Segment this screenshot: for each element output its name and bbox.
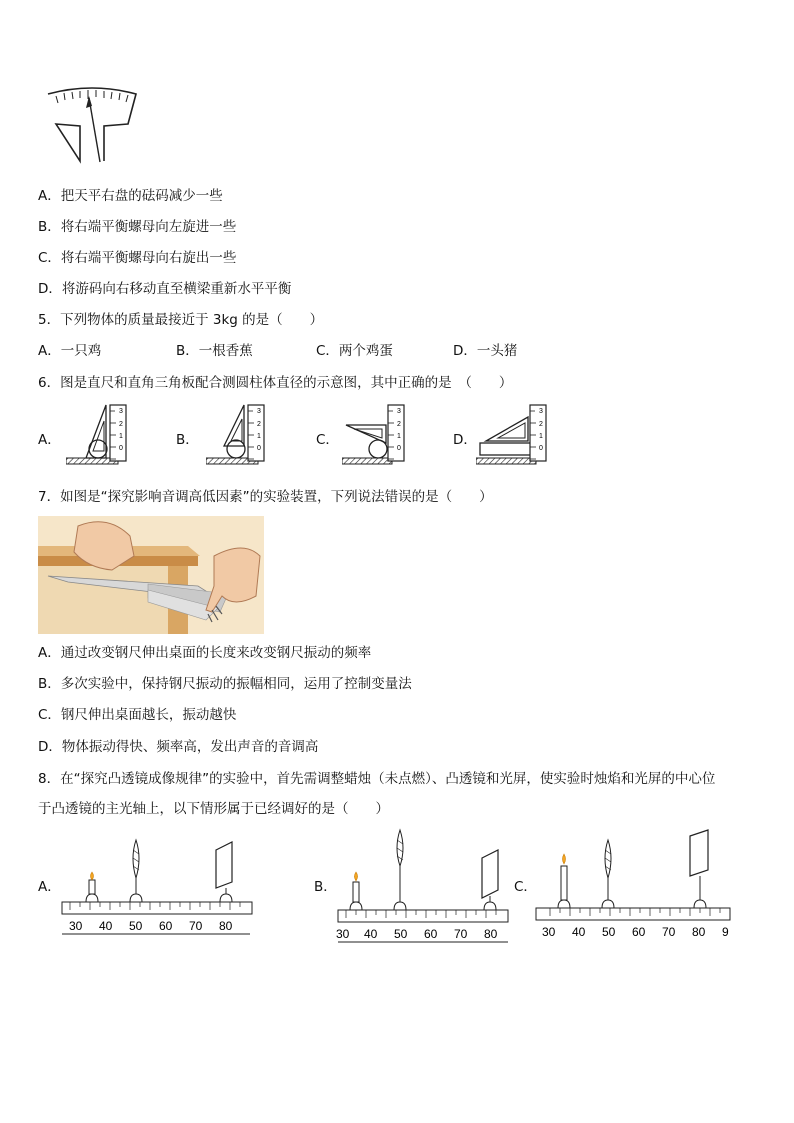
bench-a-label-60: 60 xyxy=(159,919,173,933)
q4-option-a: A．把天平右盘的砝码减少一些 xyxy=(38,188,223,204)
bench-c-label-90: 9 xyxy=(722,925,729,939)
q8-label-c: C． xyxy=(514,879,537,895)
q6-d-tick-0: 0 xyxy=(539,445,543,452)
q6-b-tick-0: 0 xyxy=(257,445,261,452)
vibrating-ruler-illustration xyxy=(38,516,264,634)
q8-label-a: A． xyxy=(38,879,61,895)
q8-optical-bench-c xyxy=(534,826,734,944)
q6-figure-c xyxy=(342,403,414,467)
q6-a-tick-3: 3 xyxy=(119,408,123,415)
q5-option-c: C．两个鸡蛋 xyxy=(316,343,393,359)
bench-c-label-30: 30 xyxy=(542,925,556,939)
q6-b-tick-3: 3 xyxy=(257,408,261,415)
q7-option-a: A．通过改变钢尺伸出桌面的长度来改变钢尺振动的频率 xyxy=(38,645,372,661)
q6-figure-b xyxy=(206,403,276,467)
q7-option-c: C．钢尺伸出桌面越长，振动越快 xyxy=(38,707,237,723)
bench-a-label-70: 70 xyxy=(189,919,203,933)
bench-a-label-80: 80 xyxy=(219,919,233,933)
q6-d-tick-1: 1 xyxy=(539,433,543,440)
q8-stem-line1: 8．在“探究凸透镜成像规律”的实验中，首先需调整蜡烛（未点燃）、凸透镜和光屏，使实验时烛焰和光屏的中心位 xyxy=(38,771,716,787)
q6-label-a: A． xyxy=(38,432,61,448)
q6-a-tick-2: 2 xyxy=(119,421,123,428)
bench-b-label-60: 60 xyxy=(424,927,438,941)
bench-c-label-60: 60 xyxy=(632,925,646,939)
q7-stem: 7．如图是“探究影响音调高低因素”的实验装置，下列说法错误的是（ ） xyxy=(38,489,493,505)
q6-label-d: D． xyxy=(453,432,477,448)
q6-c-tick-2: 2 xyxy=(397,421,401,428)
bench-b-label-30: 30 xyxy=(336,927,350,941)
balance-dial-figure xyxy=(44,86,140,164)
q4-option-c: C．将右端平衡螺母向右旋出一些 xyxy=(38,250,237,266)
q4-option-b: B．将右端平衡螺母向左旋进一些 xyxy=(38,219,237,235)
bench-a-label-40: 40 xyxy=(99,919,113,933)
q6-d-tick-2: 2 xyxy=(539,421,543,428)
q6-stem: 6．图是直尺和直角三角板配合测圆柱体直径的示意图，其中正确的是 （ ） xyxy=(38,375,513,391)
q6-b-tick-2: 2 xyxy=(257,421,261,428)
q5-option-b: B．一根香蕉 xyxy=(176,343,253,359)
q6-label-c: C． xyxy=(316,432,339,448)
q6-label-b: B． xyxy=(176,432,199,448)
q5-stem: 5．下列物体的质量最接近于 3kg 的是（ ） xyxy=(38,312,324,328)
bench-c-label-40: 40 xyxy=(572,925,586,939)
bench-c-label-50: 50 xyxy=(602,925,616,939)
bench-b-label-80: 80 xyxy=(484,927,498,941)
q6-b-tick-1: 1 xyxy=(257,433,261,440)
bench-c-label-70: 70 xyxy=(662,925,676,939)
bench-a-label-50: 50 xyxy=(129,919,143,933)
q4-option-d: D．将游码向右移动直至横梁重新水平平衡 xyxy=(38,281,292,297)
q6-c-tick-3: 3 xyxy=(397,408,401,415)
q6-c-tick-1: 1 xyxy=(397,433,401,440)
q5-option-a: A．一只鸡 xyxy=(38,343,102,359)
q6-d-tick-3: 3 xyxy=(539,408,543,415)
q7-option-b: B．多次实验中，保持钢尺振动的振幅相同，运用了控制变量法 xyxy=(38,676,412,692)
q8-label-b: B． xyxy=(314,879,337,895)
q8-optical-bench-b xyxy=(336,826,512,944)
bench-c-label-80: 80 xyxy=(692,925,706,939)
q6-figure-d xyxy=(476,403,552,467)
bench-b-label-50: 50 xyxy=(394,927,408,941)
q5-option-d: D．一头猪 xyxy=(453,343,518,359)
bench-a-label-30: 30 xyxy=(69,919,83,933)
q8-stem-line2: 于凸透镜的主光轴上，以下情形属于已经调好的是（ ） xyxy=(38,801,389,817)
q6-a-tick-1: 1 xyxy=(119,433,123,440)
q6-c-tick-0: 0 xyxy=(397,445,401,452)
q5-options xyxy=(0,341,794,361)
q6-figure-a xyxy=(66,403,136,467)
q8-optical-bench-a xyxy=(60,838,254,938)
bench-b-label-70: 70 xyxy=(454,927,468,941)
bench-b-label-40: 40 xyxy=(364,927,378,941)
q6-a-tick-0: 0 xyxy=(119,445,123,452)
q7-option-d: D．物体振动得快、频率高，发出声音的音调高 xyxy=(38,739,319,755)
